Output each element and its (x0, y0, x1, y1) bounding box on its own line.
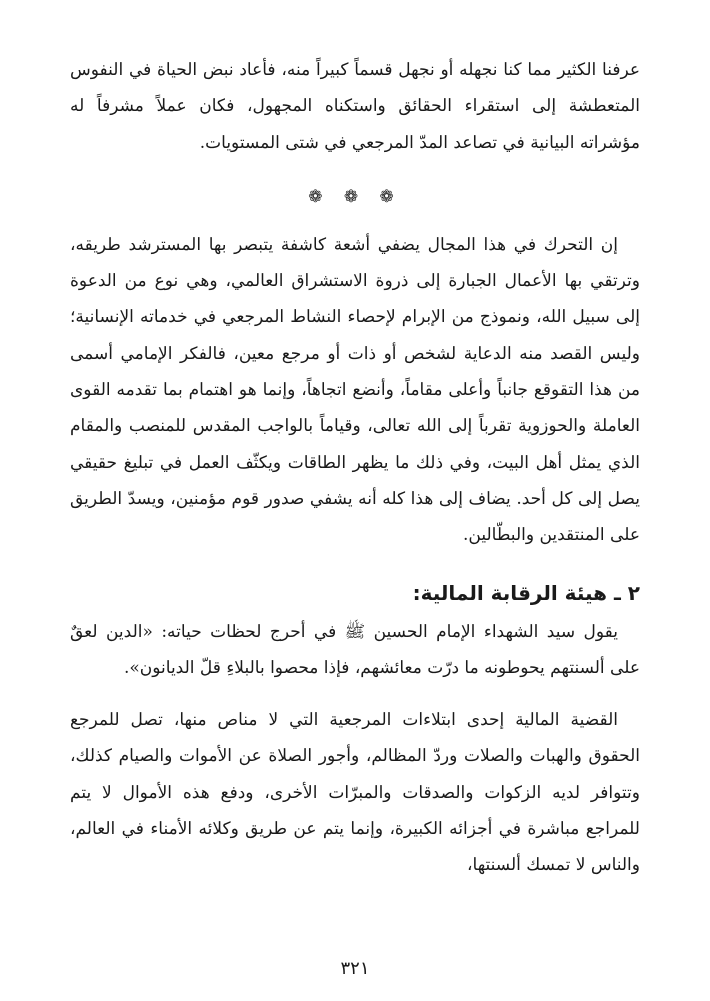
page-body (70, 52, 640, 884)
section-separator: ❁ ❁ ❁ (308, 186, 402, 207)
section-heading: ٢ ـ هيئة الرقابة المالية: (412, 580, 640, 605)
paragraph-4: القضية المالية إحدى ابتلاءات المرجعية التي لا مناص منها، تصل للمرجع الحقوق والهبات والصلات وردّ المظالم، وأجور الصلاة عن الأموات والصيام كذلك، وتتوافر لديه الزكوات والصدقات والمبرّات الأخرى، ودفع هذه الأموال لا يتم للمراجع مباشرة في أجزائه الكبيرة، وإنما يتم عن طريق وكلائه الأمناء في العالم، والناس لا تمسك ألسنتها، (70, 710, 640, 876)
paragraph-2: إن التحرك في هذا المجال يضفي أشعة كاشفة يتبصر بها المسترشد طريقه، وترتقي بها الأعمال الجبارة إلى ذروة الاستشراق العالمي، وهي نوع من الدعوة إلى سبيل الله، ونموذج من الإبرام لإحصاء النشاط المرجعي في خدماته الإنسانية؛ وليس القصد منه الدعاية لشخص أو ذات أو مرجع معين، فالفكر الإمامي أسمى من هذا التقوقع جانباً وأعلى مقاماً، وأنضع اتجاهاً، وإنما هو اهتمام بما تقدمه القوى العاملة والحوزوية تقرباً إلى الله تعالى، وقياماً بالواجب المقدس للمنصب والمقام الذي يمثل أهل البيت، وفي ذلك ما يظهر الطاقات ويكثّف العمل في تبليغ حقيقي يصل إلى كل أحد. يضاف إلى هذا كله أنه يشفي صدور قوم مؤمنين، ويسدّ الطريق على المنتقدين والبطّالين. (70, 234, 640, 546)
paragraph-3: يقول سيد الشهداء الإمام الحسين ﷺ في أحرج لحظات حياته: «الدين لعقٌ على ألسنتهم يحوطونه ما درّت معائشهم، فإذا محصوا بالبلاءِ قلّ الديانون». (70, 621, 640, 678)
paragraph-1: عرفنا الكثير مما كنا نجهله أو نجهل قسماً كبيراً منه، فأعاد نبض الحياة في النفوس المتعطشة إلى استقراء الحقائق واستكناه المجهول، فكان عملاً مشرفاً له مؤشراته البيانية في تصاعد المدّ المرجعي في شتى المستويات. (70, 60, 640, 153)
page-number: ٣٢١ (340, 958, 370, 979)
